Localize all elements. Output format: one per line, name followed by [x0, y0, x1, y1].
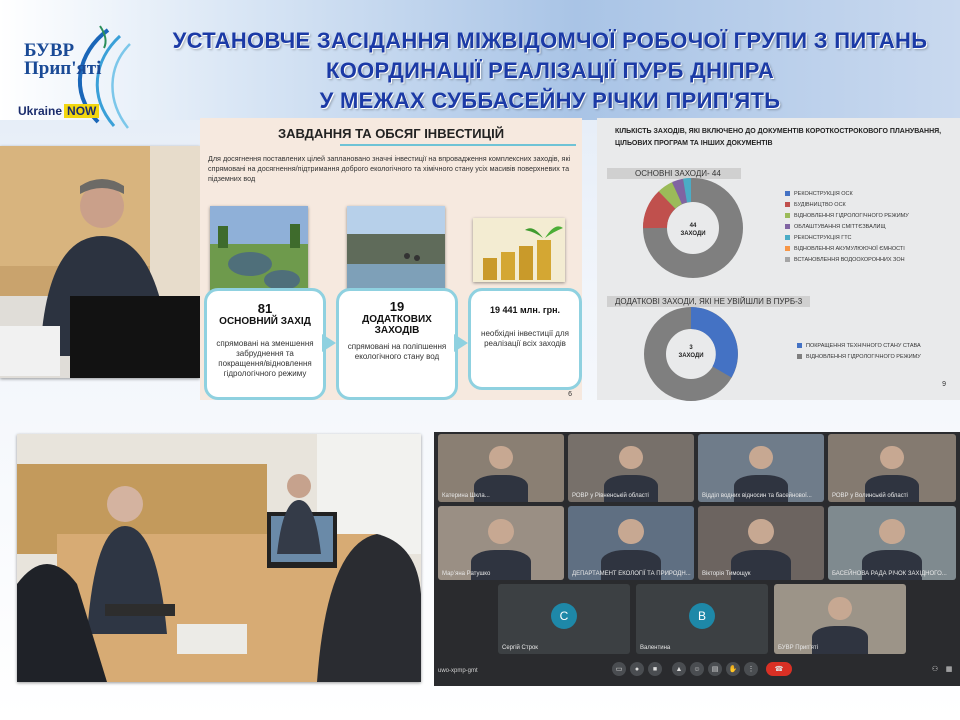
- org-name-line1: БУВР: [24, 40, 75, 61]
- legend-swatch: [785, 246, 790, 251]
- slide1-title: ЗАВДАННЯ ТА ОБСЯГ ІНВЕСТИЦІЙ: [277, 126, 505, 141]
- participant-video-face: [879, 519, 904, 544]
- slide1-photo-river: [347, 206, 445, 298]
- participant-avatar: В: [689, 603, 715, 629]
- participant-tile[interactable]: [568, 434, 694, 502]
- chart2-center-number: 3: [689, 345, 693, 351]
- legend-label: ВСТАНОВЛЕННЯ ВОДООХОРОННИХ ЗОН: [794, 256, 905, 263]
- page-title: [140, 26, 960, 116]
- participant-name: ДЕПАРТАМЕНТ ЕКОЛОГІЇ ТА ПРИРОДН...: [572, 571, 691, 577]
- arrow-right-icon: [454, 334, 468, 352]
- chart1-legend: [785, 188, 955, 265]
- chart1-legend-item: [785, 221, 955, 232]
- legend-swatch: [785, 191, 790, 196]
- chart1-legend-item: [785, 199, 955, 210]
- box1-number: 81: [257, 301, 273, 316]
- chart1-legend-item: [785, 232, 955, 243]
- participant-tile[interactable]: [828, 506, 956, 580]
- slide-measures-charts: [597, 118, 960, 400]
- video-call-window: [434, 432, 960, 686]
- participant-name: БУВР Прип'яті: [778, 645, 819, 651]
- participant-name: Марʼяна Ратушко: [442, 571, 491, 577]
- org-name-line2: Прип'яті: [24, 58, 102, 79]
- participant-video-face: [748, 519, 773, 544]
- ukraine-now-logo: [18, 104, 99, 118]
- participant-video-face: [828, 597, 852, 621]
- slide1-text: Для досягнення поставлених цілей заплановано значні інвестиції на впровадження комплексних заходів, які спрямовані на досягнення/підтримання доброго екологічного та хімічного стану усіх масивів поверхневих та підземних вод: [208, 154, 571, 183]
- participant-video-face: [488, 519, 513, 544]
- legend-swatch: [785, 224, 790, 229]
- chart2-legend: [797, 340, 957, 362]
- chart1-legend-item: [785, 188, 955, 199]
- photo-meeting-room: [17, 434, 421, 682]
- chart1-legend-item: [785, 254, 955, 265]
- legend-label: ПОКРАЩЕННЯ ТЕХНІЧНОГО СТАНУ СТАВА: [806, 342, 921, 349]
- activities-icon[interactable]: ▦: [945, 666, 953, 673]
- participant-tile[interactable]: [828, 434, 956, 502]
- slide2-title: КІЛЬКІСТЬ ЗАХОДІВ, ЯКІ ВКЛЮЧЕНО ДО ДОКУМЕНТІВ КОРОТКОСТРОКОВОГО ПЛАНУВАННЯ, ЦІЛЬОВИХ ПРОГРАМ ТА ІНШИХ ДОКУМЕНТІВ: [615, 128, 942, 147]
- closed-captions-icon[interactable]: ▤: [708, 662, 722, 676]
- participant-tile[interactable]: [774, 584, 906, 654]
- chart2-legend-item: [797, 351, 957, 362]
- slide-investments: [200, 118, 582, 400]
- org-logo-text: [24, 42, 101, 78]
- slide1-box-main-measures: [204, 288, 326, 400]
- legend-swatch: [797, 354, 802, 359]
- box2-description: спрямовані на поліпшення екологічного стану вод: [347, 342, 447, 361]
- more-options-icon[interactable]: ⋮: [744, 662, 758, 676]
- people-icon[interactable]: ⚇: [931, 666, 939, 673]
- legend-swatch: [785, 235, 790, 240]
- participant-name: БАСЕЙНОВА РАДА РІЧОК ЗАХІДНОГО...: [832, 571, 947, 577]
- chart2-legend-item: [797, 340, 957, 351]
- slide1-photo-treatment-plant: [210, 206, 308, 298]
- participant-name: РОВР у Волинській області: [832, 493, 908, 499]
- legend-label: ВІДНОВЛЕННЯ ГІДРОЛОГІЧНОГО РЕЖИМУ: [794, 212, 909, 219]
- box1-caption: ОСНОВНИЙ ЗАХІД: [219, 316, 311, 327]
- legend-swatch: [797, 343, 802, 348]
- chart2-caption: ДОДАТКОВІ ЗАХОДИ, ЯКІ НЕ УВІЙШЛИ В ПУРБ-3: [607, 296, 810, 307]
- photo-official-at-desk: [0, 146, 200, 378]
- participant-video-face: [880, 446, 903, 469]
- meeting-code: uwo-xpmp-gmt: [438, 668, 478, 674]
- participant-tile[interactable]: [698, 434, 824, 502]
- participant-name: Катерина Шкла...: [442, 493, 490, 499]
- participant-video-face: [618, 519, 643, 544]
- microphone-icon[interactable]: ●: [630, 662, 644, 676]
- arrow-right-icon: [322, 334, 336, 352]
- legend-label: ОБЛАШТУВАННЯ СМІТТЄЗВАЛИЩ: [794, 223, 886, 230]
- box2-caption: ДОДАТКОВИХ ЗАХОДІВ: [362, 314, 432, 336]
- legend-label: ВІДНОВЛЕННЯ ГІДРОЛОГІЧНОГО РЕЖИМУ: [806, 353, 921, 360]
- title-line2: КООРДИНАЦІЇ РЕАЛІЗАЦІЇ ПУРБ ДНІПРА: [325, 58, 775, 83]
- box3-description: необхідні інвестиції для реалізації всіх заходів: [481, 329, 569, 348]
- chart2-center: [669, 344, 713, 360]
- title-line3: У МЕЖАХ СУББАСЕЙНУ РІЧКИ ПРИП'ЯТЬ: [319, 88, 781, 113]
- now-badge: NOW: [64, 104, 99, 118]
- chart1-center-number: 44: [689, 223, 697, 229]
- captions-icon[interactable]: ▭: [612, 662, 626, 676]
- slide2-page-number: 9: [942, 381, 946, 388]
- participant-tile[interactable]: [438, 434, 564, 502]
- participant-video-face: [749, 446, 772, 469]
- legend-swatch: [785, 257, 790, 262]
- legend-swatch: [785, 213, 790, 218]
- chart1-center: [671, 222, 715, 238]
- slide1-photo-coins-plant: [473, 218, 565, 282]
- participant-tile[interactable]: [636, 584, 768, 654]
- end-call-button[interactable]: ☎: [766, 662, 792, 676]
- participant-video-body: [812, 626, 868, 654]
- ukraine-text: Ukraine: [18, 104, 63, 118]
- chart1-legend-item: [785, 210, 955, 221]
- participant-tile[interactable]: [498, 584, 630, 654]
- participant-tile[interactable]: [568, 506, 694, 580]
- chart2-center-label: ЗАХОДИ: [678, 353, 704, 359]
- chart1-center-label: ЗАХОДИ: [680, 231, 706, 237]
- legend-label: ВІДНОВЛЕННЯ АКУМУЛЮЮЧОЇ ЄМНОСТІ: [794, 245, 905, 252]
- slide1-box-extra-measures: [336, 288, 458, 400]
- box1-description: спрямовані на зменшення забруднення та покращення/відновлення гідрологічного режиму: [216, 339, 314, 378]
- box3-amount: 19 441 млн. грн.: [489, 305, 561, 315]
- slide1-box-investments: [468, 288, 582, 390]
- slide1-title-rule: [340, 144, 576, 146]
- participant-video-face: [619, 446, 642, 469]
- box2-number: 19: [389, 299, 405, 314]
- chart1-legend-item: [785, 243, 955, 254]
- participant-name: РОВР у Рівненській області: [572, 493, 649, 499]
- participant-avatar: С: [551, 603, 577, 629]
- emoji-icon[interactable]: ☺: [690, 662, 704, 676]
- present-icon[interactable]: ▲: [672, 662, 686, 676]
- participant-name: Вікторія Тимощук: [702, 571, 751, 577]
- participant-name: Валентина: [640, 645, 671, 651]
- title-line1: УСТАНОВЧЕ ЗАСІДАННЯ МІЖВІДОМЧОЇ РОБОЧОЇ ГРУПИ З ПИТАНЬ: [172, 28, 928, 53]
- participant-name: Відділ водних відносин та басейнової...: [702, 493, 812, 499]
- slide1-page-number: 6: [568, 391, 572, 398]
- participant-tile[interactable]: [698, 506, 824, 580]
- legend-swatch: [785, 202, 790, 207]
- participant-tile[interactable]: [438, 506, 564, 580]
- chart1-caption: ОСНОВНІ ЗАХОДИ- 44: [607, 168, 741, 179]
- legend-label: РЕКОНСТРУКЦІЯ ГТС: [794, 234, 852, 241]
- participant-name: Сергій Строк: [502, 645, 538, 651]
- participant-video-face: [489, 446, 512, 469]
- legend-label: РЕКОНСТРУКЦІЯ ОСК: [794, 190, 853, 197]
- legend-label: БУДІВНИЦТВО ОСК: [794, 201, 846, 208]
- camera-icon[interactable]: ■: [648, 662, 662, 676]
- raise-hand-icon[interactable]: ✋: [726, 662, 740, 676]
